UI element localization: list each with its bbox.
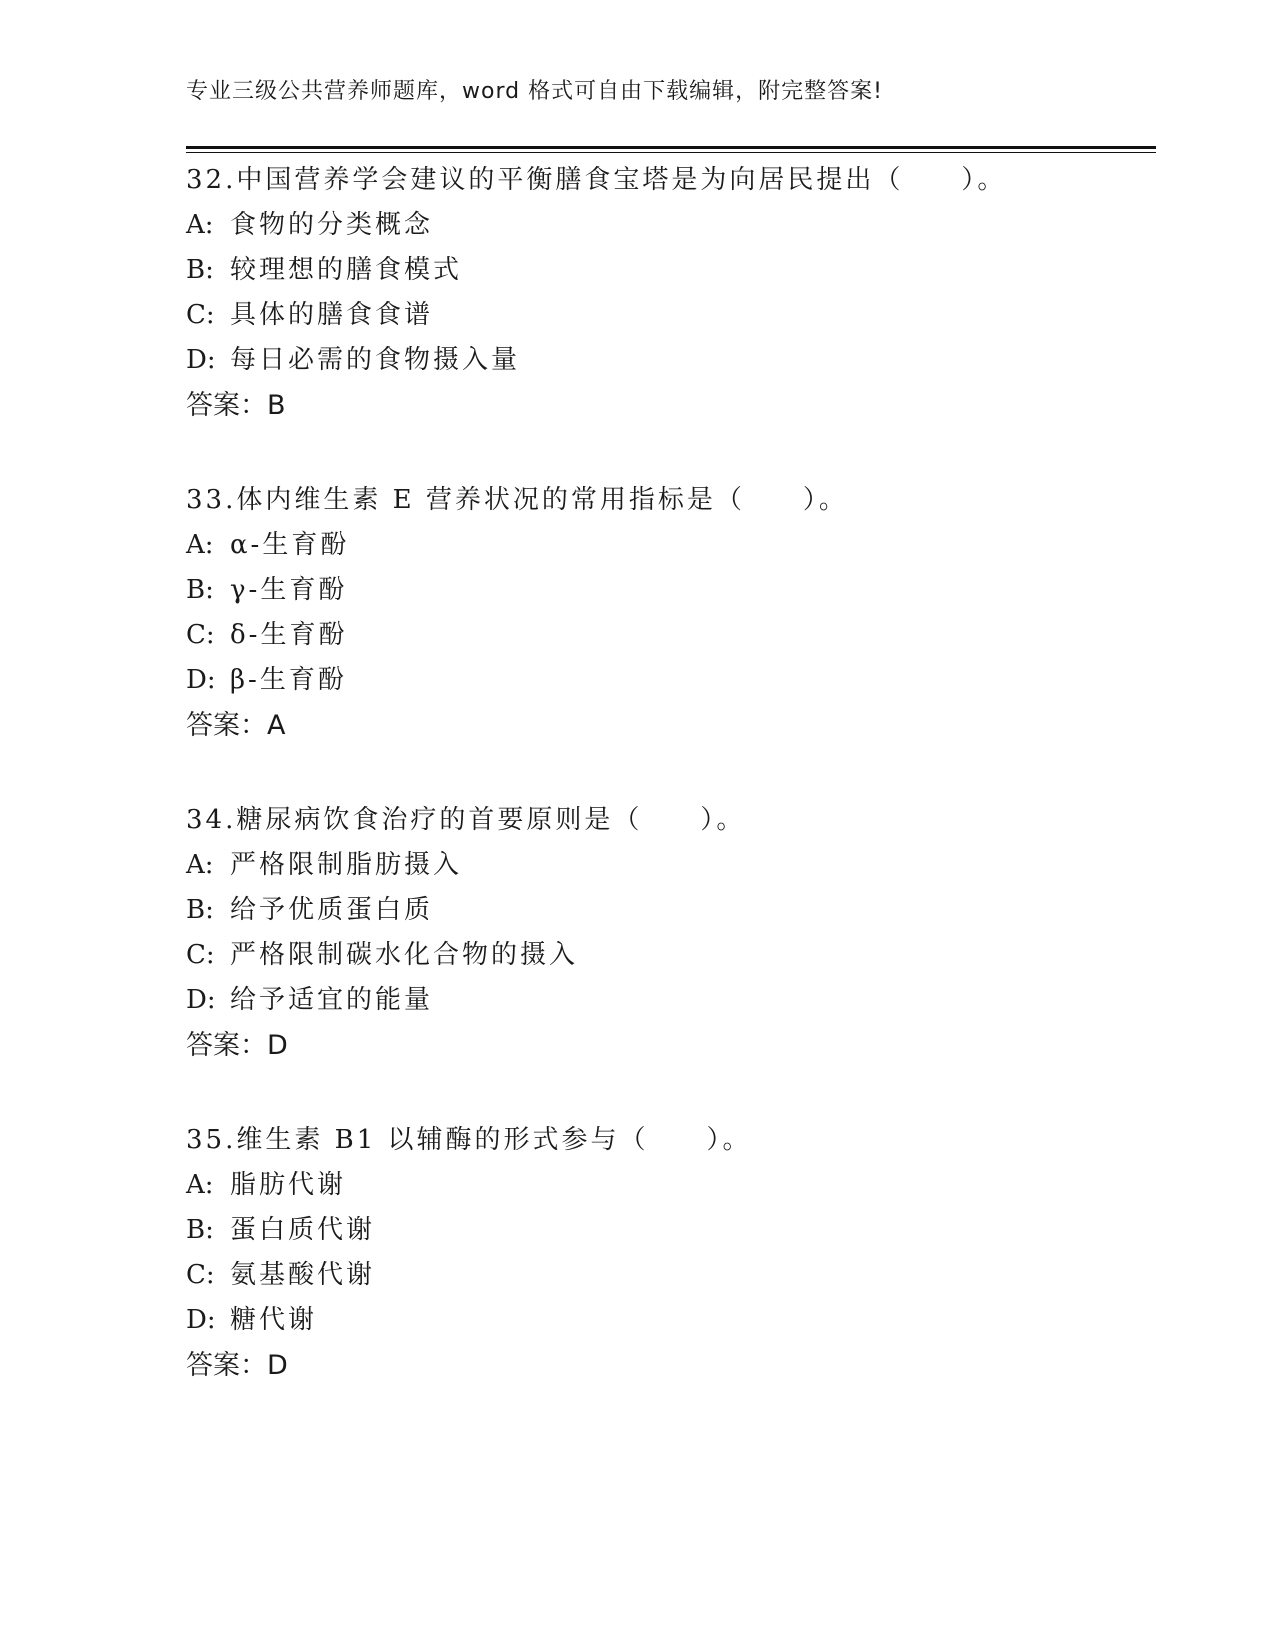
option-key: C: — [186, 1260, 215, 1290]
option-key: B: — [186, 1215, 214, 1245]
option-b — [186, 248, 1146, 293]
option-b — [186, 888, 1146, 933]
question-stem: 32.中国营养学会建议的平衡膳食宝塔是为向居民提出（ ）。 — [186, 165, 1007, 195]
question-32 — [186, 158, 1146, 428]
option-text: 脂肪代谢 — [230, 1170, 347, 1200]
option-key: A: — [186, 530, 214, 560]
option-key: B: — [186, 255, 214, 285]
option-text: 食物的分类概念 — [230, 210, 434, 240]
question-stem: 34.糖尿病饮食治疗的首要原则是（ ）。 — [186, 805, 746, 835]
option-text: 糖代谢 — [230, 1305, 318, 1335]
question-list — [186, 158, 1146, 1438]
option-d — [186, 978, 1146, 1023]
option-b — [186, 1208, 1146, 1253]
option-key: D: — [186, 1305, 216, 1335]
question-stem: 35.维生素 B1 以辅酶的形式参与（ ）。 — [186, 1125, 752, 1155]
option-text: 给予优质蛋白质 — [230, 895, 434, 925]
option-key: B: — [186, 895, 214, 925]
option-key: A: — [186, 850, 214, 880]
option-text: 蛋白质代谢 — [230, 1215, 376, 1245]
answer-line: 答案：D — [186, 1350, 288, 1381]
option-text: 给予适宜的能量 — [230, 985, 434, 1015]
option-a — [186, 843, 1146, 888]
option-c — [186, 933, 1146, 978]
option-text: 每日必需的食物摄入量 — [230, 345, 521, 375]
option-key: A: — [186, 1170, 214, 1200]
option-text: γ-生育酚 — [230, 575, 348, 605]
option-text: β-生育酚 — [230, 665, 347, 695]
option-text: 严格限制碳水化合物的摄入 — [230, 940, 579, 970]
option-text: 具体的膳食食谱 — [230, 300, 434, 330]
option-text: 严格限制脂肪摄入 — [230, 850, 463, 880]
option-text: 较理想的膳食模式 — [230, 255, 463, 285]
question-stem: 33.体内维生素 E 营养状况的常用指标是（ ）。 — [186, 485, 848, 515]
question-34 — [186, 798, 1146, 1068]
option-key: A: — [186, 210, 214, 240]
answer-line: 答案：A — [186, 710, 286, 741]
option-key: C: — [186, 940, 215, 970]
option-text: α-生育酚 — [230, 530, 350, 560]
option-d — [186, 1298, 1146, 1343]
option-key: C: — [186, 300, 215, 330]
option-a — [186, 523, 1146, 568]
option-key: D: — [186, 345, 216, 375]
answer-line: 答案：D — [186, 1030, 288, 1061]
option-key: D: — [186, 665, 216, 695]
header-rule-thin — [186, 152, 1156, 153]
option-b — [186, 568, 1146, 613]
page-header: 专业三级公共营养师题库，word 格式可自由下载编辑，附完整答案! — [186, 79, 883, 104]
option-key: B: — [186, 575, 214, 605]
answer-line: 答案：B — [186, 390, 286, 421]
option-c — [186, 1253, 1146, 1298]
question-33 — [186, 478, 1146, 748]
option-d — [186, 338, 1146, 383]
option-key: C: — [186, 620, 215, 650]
option-c — [186, 293, 1146, 338]
option-d — [186, 658, 1146, 703]
header-rule-thick — [186, 146, 1156, 149]
option-key: D: — [186, 985, 216, 1015]
option-a — [186, 203, 1146, 248]
question-35 — [186, 1118, 1146, 1388]
option-a — [186, 1163, 1146, 1208]
option-text: δ-生育酚 — [230, 620, 348, 650]
option-text: 氨基酸代谢 — [230, 1260, 376, 1290]
option-c — [186, 613, 1146, 658]
